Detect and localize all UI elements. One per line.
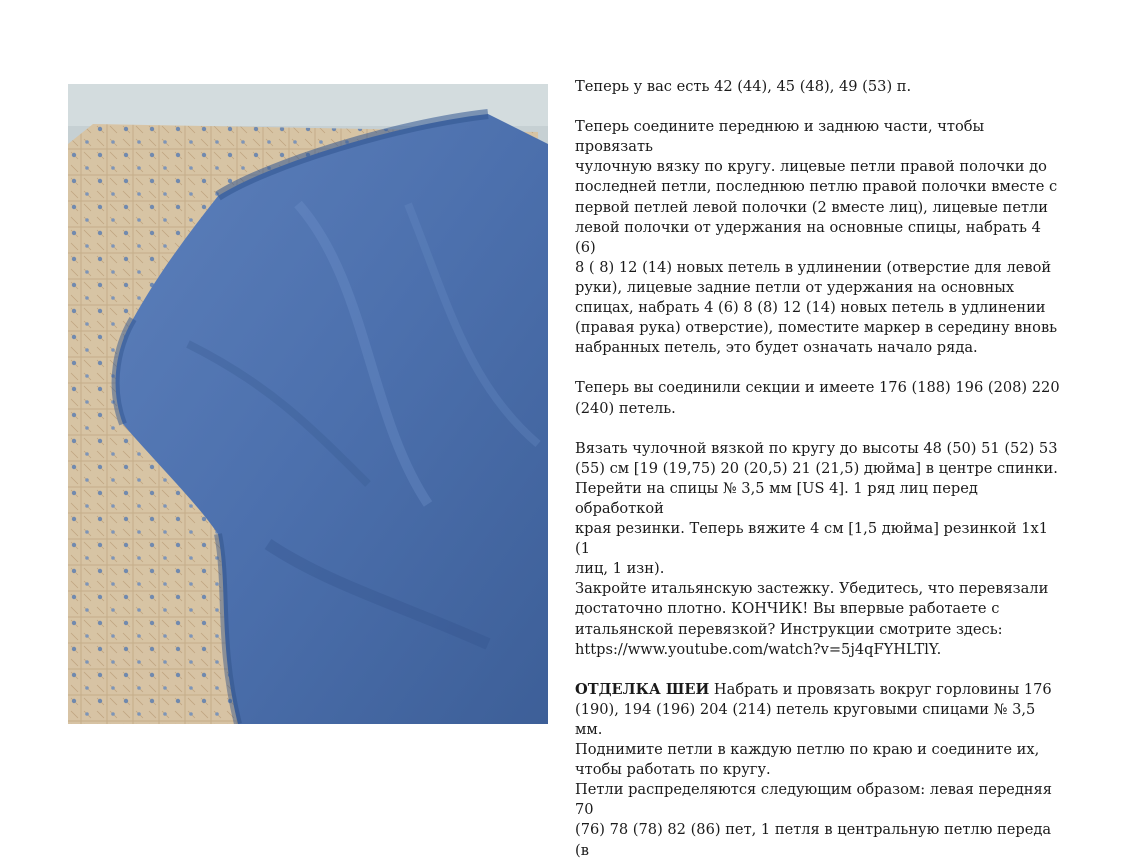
knit-in-round-paragraph: Вязать чулочной вязкой по кругу до высоты 48 (50) 51 (52) 53 (55) см [19 (19,75) 20 (20,5) 21 (21,5) дюйма] в центре спинки. Перейти на спицы № 3,5 мм [US 4]. 1 ряд лиц перед обработкой края резинки. Теперь вяжите 4 см [1,5 дюйма] резинкой 1х1 (1 лиц, 1 изн). <box>575 439 1058 578</box>
italian-bind-off-paragraph: Закройте итальянскую застежку. Убедитесь, что перевязали достаточно плотно. КОНЧИК! Вы впервые работаете с итальянской перевязкой? Инструкции смотрите здесь: https://www.youtube.com/watch?v=5j4qFYHLTlY. <box>575 580 1049 658</box>
neck-finishing-text: Набрать и провязать вокруг горловины 176 (190), 194 (196) 204 (214) петель круговыми спицами № 3,5 мм. Поднимите петли в каждую петлю по краю и соедините их, чтобы работать по кругу. <box>575 680 1052 779</box>
pattern-instructions <box>575 77 1065 861</box>
knitted-vest-photo <box>68 84 548 724</box>
neck-finishing-heading: ОТДЕЛКА ШЕИ <box>575 680 710 698</box>
stitch-distribution-paragraph: Петли распределяются следующим образом: левая передняя 70 (76) 78 (78) 82 (86) пет, 1 петля в центральную петлю переда (в <box>575 781 1052 859</box>
join-front-back-paragraph: Теперь соедините переднюю и заднюю части, чтобы провязать чулочную вязку по кругу. лицевые петли правой полочки до последней петли, последнюю петлю правой полочки вместе с первой петлей левой полочки (2 вместе лиц), лицевые петли левой полочки от удержания на основные спицы, набрать 4 (6) 8 ( 8) 12 (14) новых петель в удлинении (отверстие для левой руки), лицевые задние петли от удержания на основных спицах, набрать 4 (6) 8 (8) 12 (14) новых петель в удлинении (правая рука) отверстие), поместите маркер в середину вновь набранных петель, это будет означать начало ряда. <box>575 118 1058 357</box>
stitch-count-paragraph: Теперь у вас есть 42 (44), 45 (48), 49 (53) п. <box>575 78 912 95</box>
joined-sections-paragraph: Теперь вы соединили секции и имеете 176 (188) 196 (208) 220 (240) петель. <box>575 379 1060 417</box>
neck-finishing-paragraph <box>575 680 1065 780</box>
